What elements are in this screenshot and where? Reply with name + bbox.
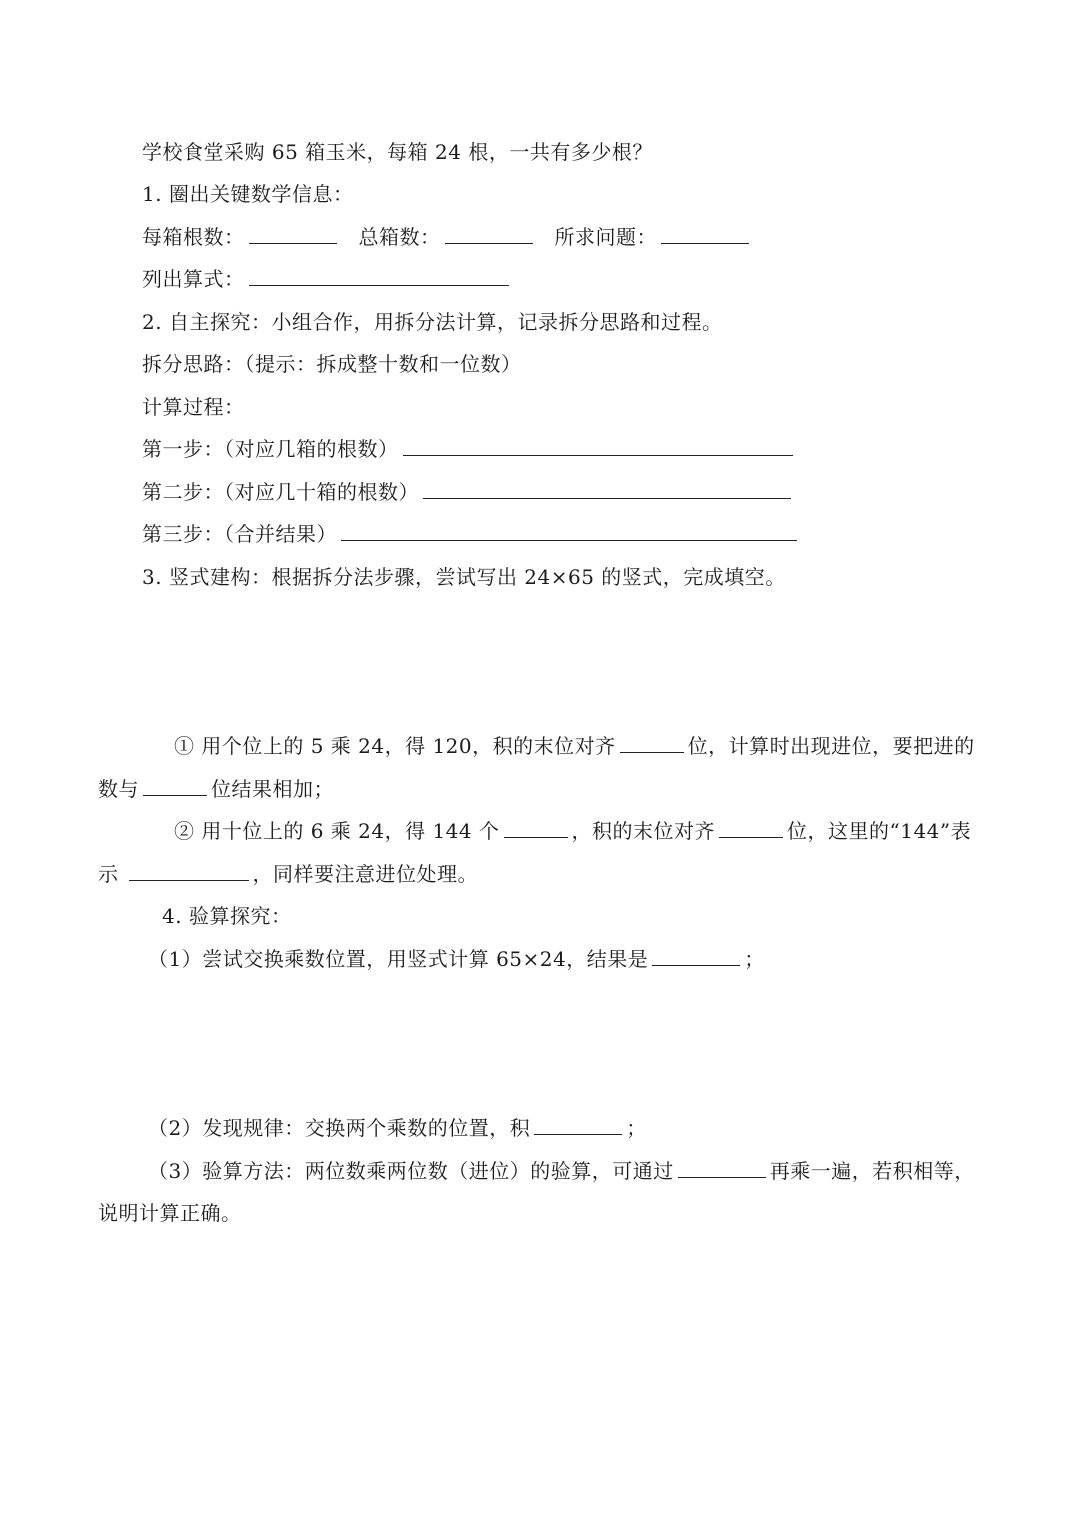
q4-sub2-blank[interactable]: [534, 1114, 622, 1135]
step2-row: [142, 478, 795, 506]
per-box-blank[interactable]: [249, 223, 337, 244]
q3-item2-line2: [98, 860, 478, 888]
q4-sub3-text-a: （3）验算方法：两位数乘两位数（进位）的验算，可通过: [148, 1159, 674, 1183]
q3-item2-line1: [174, 817, 971, 845]
q4-sub2-text-b: ；: [626, 1116, 647, 1140]
split-idea: 拆分思路：（提示：拆成整十数和一位数）: [142, 352, 522, 376]
q4-sub1: [148, 945, 765, 973]
total-boxes-blank[interactable]: [445, 223, 533, 244]
q4-sub2: [148, 1114, 647, 1142]
q4-sub1-text-b: ；: [744, 947, 765, 971]
step2-blank[interactable]: [423, 478, 791, 499]
q3-item1-line2: [98, 775, 334, 803]
step3-blank[interactable]: [341, 520, 797, 541]
q4-sub3-line1: [148, 1157, 975, 1185]
formula-blank[interactable]: [249, 265, 509, 286]
q3-heading: 3. 竖式建构：根据拆分法步骤，尝试写出 24×65 的竖式，完成填空。: [142, 565, 786, 589]
q1-info-row: [142, 223, 753, 251]
question-label: 所求问题：: [554, 225, 657, 249]
step3-label: 第三步：（合并结果）: [142, 522, 337, 546]
q3-item1-text-b: 位，计算时出现进位，要把进的: [687, 734, 975, 758]
formula-label: 列出算式：: [142, 267, 245, 291]
q3-item2-text-e: ，同样要注意进位处理。: [252, 862, 478, 886]
q3-item1-text-d: 位结果相加；: [211, 777, 334, 801]
q4-heading: 4. 验算探究：: [162, 904, 292, 928]
q3-item1-blank1[interactable]: [620, 732, 684, 753]
q3-item2-text-a: ② 用十位上的 6 乘 24，得 144 个: [174, 819, 500, 843]
per-box-label: 每箱根数：: [142, 225, 245, 249]
q4-sub3-blank[interactable]: [678, 1157, 766, 1178]
q3-item2-blank3[interactable]: [129, 860, 249, 881]
q3-item1-text-a: ① 用个位上的 5 乘 24，得 120，积的末位对齐: [174, 734, 616, 758]
total-boxes-label: 总箱数：: [358, 225, 441, 249]
q3-item1-line1: [174, 732, 975, 760]
step1-blank[interactable]: [403, 435, 793, 456]
q3-item2-text-d: 示: [98, 862, 119, 886]
step2-label: 第二步：（对应几十箱的根数）: [142, 480, 419, 504]
q1-heading: 1. 圈出关键数学信息：: [142, 182, 354, 206]
q3-item1-blank2[interactable]: [143, 775, 207, 796]
problem-statement: 学校食堂采购 65 箱玉米，每箱 24 根，一共有多少根？: [142, 140, 653, 164]
step1-label: 第一步：（对应几箱的根数）: [142, 437, 399, 461]
q4-sub1-blank[interactable]: [652, 945, 740, 966]
q3-item2-blank2[interactable]: [719, 817, 783, 838]
q3-item2-blank1[interactable]: [504, 817, 568, 838]
q2-heading: 2. 自主探究：小组合作，用拆分法计算，记录拆分思路和过程。: [142, 310, 723, 334]
q3-item2-text-b: ，积的末位对齐: [571, 819, 715, 843]
question-blank[interactable]: [661, 223, 749, 244]
q4-sub1-text-a: （1）尝试交换乘数位置，用竖式计算 65×24，结果是: [148, 947, 649, 971]
q4-sub3-text-b: 再乘一遍，若积相等，: [769, 1159, 975, 1183]
q3-item2-text-c: 位，这里的“144”表: [787, 819, 972, 843]
q4-sub3-line2: 说明计算正确。: [98, 1201, 242, 1225]
q3-item1-text-c: 数与: [98, 777, 139, 801]
step3-row: [142, 520, 801, 548]
process-label: 计算过程：: [142, 395, 245, 419]
q4-sub2-text-a: （2）发现规律：交换两个乘数的位置，积: [148, 1116, 531, 1140]
step1-row: [142, 435, 797, 463]
formula-row: [142, 265, 513, 293]
